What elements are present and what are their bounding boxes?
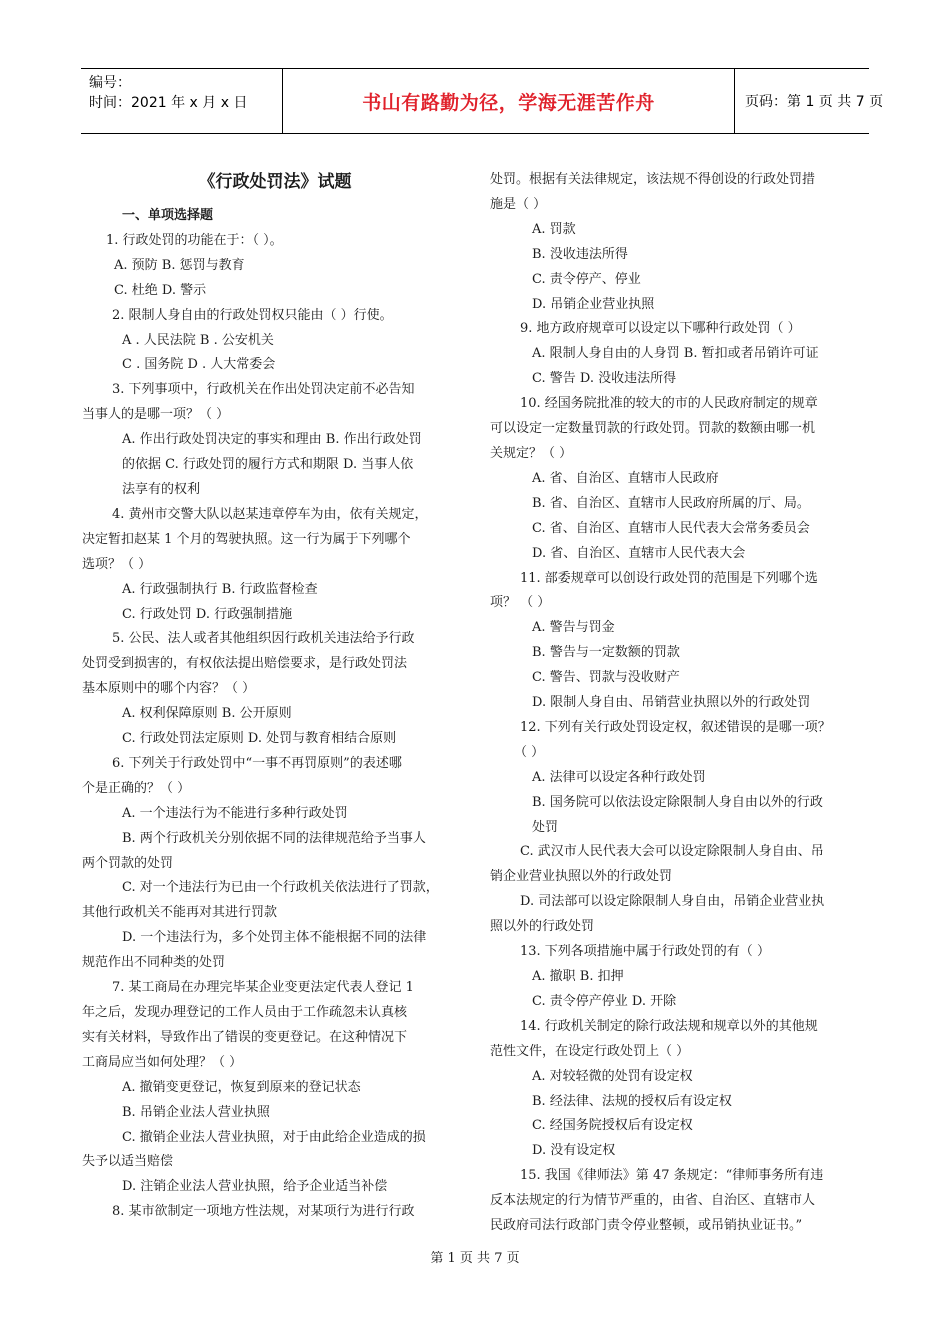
text-line: 两个罚款的处罚: [82, 855, 174, 871]
text-line: A . 人民法院 B . 公安机关: [122, 332, 274, 348]
text-line: A. 预防 B. 惩罚与教育: [114, 257, 245, 273]
text-line: A. 行政强制执行 B. 行政监督检查: [122, 581, 318, 597]
text-line: C. 警告 D. 没收违法所得: [532, 371, 677, 387]
text-line: C. 杜绝 D. 警示: [114, 282, 207, 298]
text-line: A. 作出行政处罚决定的事实和理由 B. 作出行政处罚: [122, 432, 422, 448]
text-line: 范性文件，在设定行政处罚上（ ）: [490, 1043, 690, 1059]
text-line: 7. 某工商局在办理完毕某企业变更法定代表人登记 1: [112, 980, 414, 996]
text-line: 11. 部委规章可以创设行政处罚的范围是下列哪个选: [520, 570, 818, 586]
text-line: 选项？（ ）: [82, 556, 152, 572]
text-line: 失予以适当赔偿: [82, 1154, 174, 1170]
left-text: [82, 229, 468, 1225]
text-line: （ ）: [514, 744, 545, 760]
text-line: 民政府司法行政部门责令停业整顿，或吊销执业证书。”: [490, 1218, 803, 1234]
right-text: [490, 168, 865, 1239]
text-line: C. 警告、罚款与没收财产: [532, 670, 680, 686]
text-line: 施是（ ）: [490, 196, 547, 212]
text-line: C. 武汉市人民代表大会可以设定除限制人身自由、吊: [520, 844, 824, 860]
text-line: A. 限制人身自由的人身罚 B. 暂扣或者吊销许可证: [532, 346, 819, 362]
text-line: 3. 下列事项中，行政机关在作出处罚决定前不必告知: [112, 382, 415, 398]
document-title: 《行政处罚法》试题: [198, 172, 352, 192]
text-line: B. 经法律、法规的授权后有设定权: [532, 1093, 732, 1109]
text-line: 实有关材料，导致作出了错误的变更登记。在这种情况下: [82, 1029, 408, 1045]
text-line: 基本原则中的哪个内容？（ ）: [82, 681, 256, 697]
text-line: A. 省、自治区、直辖市人民政府: [532, 470, 719, 486]
text-line: 照以外的行政处罚: [490, 919, 595, 935]
text-line: 个是正确的？（ ）: [82, 780, 191, 796]
text-line: 6. 下列关于行政处罚中“一事不再罚原则”的表述哪: [112, 755, 402, 771]
page-header: [81, 68, 884, 134]
text-line: B. 国务院可以依法设定除限制人身自由以外的行政: [532, 794, 823, 810]
page-footer: 第 1 页 共 7 页: [430, 1251, 520, 1266]
text-line: D. 注销企业法人营业执照，给予企业适当补偿: [122, 1179, 388, 1195]
text-line: B. 两个行政机关分别依据不同的法律规范给予当事人: [122, 830, 426, 846]
text-line: D. 省、自治区、直辖市人民代表大会: [532, 545, 746, 561]
text-line: A. 撤销变更登记，恢复到原来的登记状态: [122, 1079, 361, 1095]
text-line: C. 经国务院授权后有设定权: [532, 1118, 693, 1134]
text-line: 其他行政机关不能再对其进行罚款: [82, 905, 278, 921]
text-line: 决定暂扣赵某 1 个月的驾驶执照。这一行为属于下列哪个: [82, 531, 411, 547]
text-line: D. 没有设定权: [532, 1143, 616, 1159]
text-line: C. 行政处罚法定原则 D. 处罚与教育相结合原则: [122, 731, 397, 747]
right-column: [490, 168, 865, 1239]
text-line: C . 国务院 D . 人大常委会: [122, 357, 276, 373]
text-line: B. 警告与一定数额的罚款: [532, 645, 680, 661]
text-line: C. 责令停产、停业: [532, 271, 641, 287]
text-line: D. 限制人身自由、吊销营业执照以外的行政处罚: [532, 695, 811, 711]
text-line: 可以设定一定数量罚款的行政处罚。罚款的数额由哪一机: [490, 421, 816, 437]
text-line: 法享有的权利: [122, 481, 201, 497]
text-line: D. 司法部可以设定除限制人身自由，吊销企业营业执: [520, 894, 825, 910]
text-line: 2. 限制人身自由的行政处罚权只能由（ ）行使。: [112, 307, 393, 323]
section-heading: 一、单项选择题: [122, 208, 214, 223]
text-line: 15. 我国《律师法》第 47 条规定：“律师事务所有违: [520, 1168, 824, 1184]
date-label: 时间：2021 年 x 月 x 日: [89, 95, 248, 111]
text-line: 处罚。根据有关法律规定，该法规不得创设的行政处罚措: [490, 172, 816, 187]
text-line: C. 对一个违法行为已由一个行政机关依法进行了罚款，: [122, 880, 439, 896]
text-line: 5. 公民、法人或者其他组织因行政机关违法给予行政: [112, 631, 415, 647]
text-line: A. 权利保障原则 B. 公开原则: [122, 706, 292, 722]
text-line: C. 责令停产停业 D. 开除: [532, 993, 677, 1009]
text-line: 销企业营业执照以外的行政处罚: [490, 869, 673, 885]
text-line: 的依据 C. 行政处罚的履行方式和期限 D. 当事人依: [122, 457, 414, 473]
text-line: D. 一个违法行为，多个处罚主体不能根据不同的法律: [122, 930, 427, 946]
text-line: C. 撤销企业法人营业执照，对于由此给企业造成的损: [122, 1129, 426, 1145]
text-line: 10. 经国务院批准的较大的市的人民政府制定的规章: [520, 396, 818, 412]
text-line: A. 警告与罚金: [532, 620, 615, 636]
text-line: 规范作出不同种类的处罚: [82, 955, 226, 971]
text-line: A. 罚款: [532, 221, 576, 237]
text-line: 14. 行政机关制定的除行政法规和规章以外的其他规: [520, 1018, 818, 1034]
header-meta: [81, 69, 283, 133]
text-line: C. 省、自治区、直辖市人民代表大会常务委员会: [532, 520, 810, 536]
text-line: 反本法规定的行为情节严重的，由省、自治区、直辖市人: [490, 1193, 816, 1209]
left-column: [82, 166, 468, 1225]
header-page-label: 页码：第 1 页 共 7 页: [745, 94, 884, 110]
text-line: C. 行政处罚 D. 行政强制措施: [122, 606, 293, 622]
text-line: A. 对较轻微的处罚有设定权: [532, 1068, 693, 1084]
text-line: 工商局应当如何处理？（ ）: [82, 1054, 243, 1070]
text-line: B. 省、自治区、直辖市人民政府所属的厅、局。: [532, 495, 810, 511]
text-line: 9. 地方政府规章可以设定以下哪种行政处罚（ ）: [520, 321, 801, 337]
text-line: D. 吊销企业营业执照: [532, 296, 655, 312]
text-line: 4. 黄州市交警大队以赵某违章停车为由，依有关规定，: [112, 506, 428, 522]
header-motto: 书山有路勤为径，学海无涯苦作舟: [283, 69, 735, 133]
text-line: A. 一个违法行为不能进行多种行政处罚: [122, 805, 348, 821]
text-line: 处罚受到损害的，有权依法提出赔偿要求，是行政处罚法: [82, 656, 408, 672]
text-line: 13. 下列各项措施中属于行政处罚的有（ ）: [520, 944, 770, 960]
text-line: 关规定？（ ）: [490, 445, 573, 461]
text-line: B. 没收违法所得: [532, 246, 628, 262]
text-line: 处罚: [532, 819, 559, 835]
text-line: 12. 下列有关行政处罚设定权，叙述错误的是哪一项？: [520, 719, 831, 735]
text-line: 当事人的是哪一项？（ ）: [82, 407, 230, 423]
text-line: 1. 行政处罚的功能在于：（ ）。: [106, 232, 283, 248]
text-line: 年之后，发现办理登记的工作人员由于工作疏忽未认真核: [82, 1005, 408, 1020]
text-line: 8. 某市欲制定一项地方性法规，对某项行为进行行政: [112, 1204, 415, 1220]
text-line: 项？ （ ）: [490, 595, 551, 611]
text-line: B. 吊销企业法人营业执照: [122, 1104, 270, 1120]
text-line: A. 撤职 B. 扣押: [532, 969, 624, 984]
text-line: A. 法律可以设定各种行政处罚: [532, 769, 706, 785]
number-label: 编号：: [89, 75, 131, 91]
